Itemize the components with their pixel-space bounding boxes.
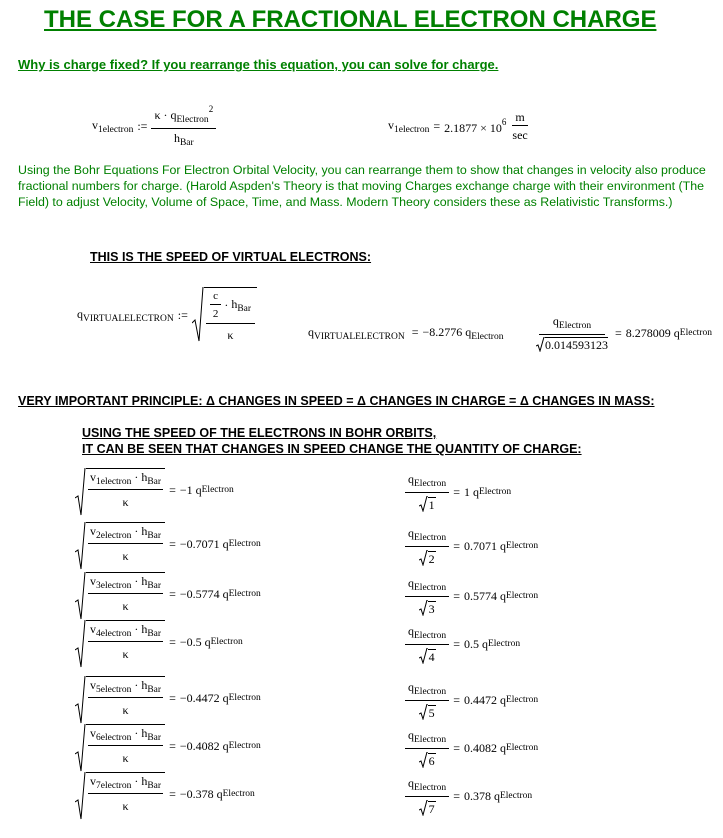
velocity-definition bbox=[92, 102, 216, 150]
page-title: THE CASE FOR A FRACTIONAL ELECTRON CHARGE bbox=[44, 6, 657, 33]
sqrt-velocity-expression: $v_{4electron} \cdot h_{Bar}$ κ = −0.5 q Electron bbox=[75, 620, 243, 664]
charge-ratio-expression: $\frac{q_{Electron}}{2}$ = 0.7071 q Electron bbox=[405, 526, 538, 566]
virtual-result: $q_{VIRTUALELECTRON} = -8.2776$ $q_{Electron}$ bbox=[308, 325, 504, 342]
virtual-heading: THIS IS THE SPEED OF VIRTUAL ELECTRONS: bbox=[90, 250, 372, 264]
velocity-unit: $\frac{m}{\sec}$ bbox=[512, 110, 528, 142]
sqrt-velocity-expression: $v_{1electron} \cdot h_{Bar}$ κ = −1 q Electron bbox=[75, 468, 234, 512]
explanation-paragraph: Using the Bohr Equations For Electron Orbital Velocity, you can rearrange them to show that changes in velocity also produce fractional numbers for charge. (Harold Aspden's Theory is that moving Charges exchange charge with their environment (The Field) to adjust Velocity, Volume of Space, Time, and Mass. Modern Theory considers these as Relativistic Transforms.) bbox=[18, 163, 706, 209]
sqrt-velocity-expression: $v_{2electron} \cdot h_{Bar}$ κ = −0.7071 q Electron bbox=[75, 522, 261, 566]
sqrt-velocity-expression: $v_{7electron} \cdot h_{Bar}$ κ = −0.378 q Electron bbox=[75, 772, 255, 816]
sqrt-velocity-expression: $v_{3electron} \cdot h_{Bar}$ κ = −0.5774 q Electron bbox=[75, 572, 261, 616]
assign-op: := bbox=[137, 118, 148, 133]
virtual-ratio: $\frac{q_{Electron}}{0.014593123}$ = 8.278009 q Electron bbox=[533, 314, 712, 352]
charge-ratio-expression: $\frac{q_{Electron}}{6}$ = 0.4082 q Electron bbox=[405, 728, 538, 768]
principle-heading: VERY IMPORTANT PRINCIPLE: Δ CHANGES IN SPEED = Δ CHANGES IN CHARGE = Δ CHANGES IN MASS: bbox=[18, 394, 655, 408]
lhs-var: $v_{1electron}$ bbox=[92, 117, 134, 135]
sqrt-velocity-expression: $v_{5electron} \cdot h_{Bar}$ κ = −0.4472 q Electron bbox=[75, 676, 261, 720]
virtual-definition: $q_{VIRTUALELECTRON}$ := $\frac{c}{2}$ · $h_{Bar}$ κ bbox=[77, 287, 257, 343]
sqrt-expression: $\frac{c}{2}$ · $h_{Bar}$ κ bbox=[192, 287, 257, 343]
charge-ratio-expression: $\frac{q_{Electron}}{3}$ = 0.5774 q Electron bbox=[405, 576, 538, 616]
bohr-heading-line1: USING THE SPEED OF THE ELECTRONS IN BOHR ORBITS, bbox=[82, 426, 437, 440]
velocity-fraction: $\frac{\kappa \cdot q_{Electron}^2}{h_{Bar}}$ bbox=[151, 102, 216, 150]
charge-ratio-expression: $\frac{q_{Electron}}{7}$ = 0.378 q Electron bbox=[405, 776, 532, 816]
question-heading: Why is charge fixed? If you rearrange this equation, you can solve for charge. bbox=[18, 57, 499, 72]
charge-ratio-expression: $\frac{q_{Electron}}{1}$ = 1 q Electron bbox=[405, 472, 511, 512]
velocity-result: $v_{1electron}$ = $2.1877 \times 10^6$ $\frac{m}{\sec}$ bbox=[388, 110, 531, 142]
charge-ratio-expression: $\frac{q_{Electron}}{5}$ = 0.4472 q Electron bbox=[405, 680, 538, 720]
sqrt-velocity-expression: $v_{6electron} \cdot h_{Bar}$ κ = −0.4082 q Electron bbox=[75, 724, 261, 768]
bohr-heading-line2: IT CAN BE SEEN THAT CHANGES IN SPEED CHANGE THE QUANTITY OF CHARGE: bbox=[82, 442, 582, 456]
charge-ratio-expression: $\frac{q_{Electron}}{4}$ = 0.5 q Electron bbox=[405, 624, 520, 664]
